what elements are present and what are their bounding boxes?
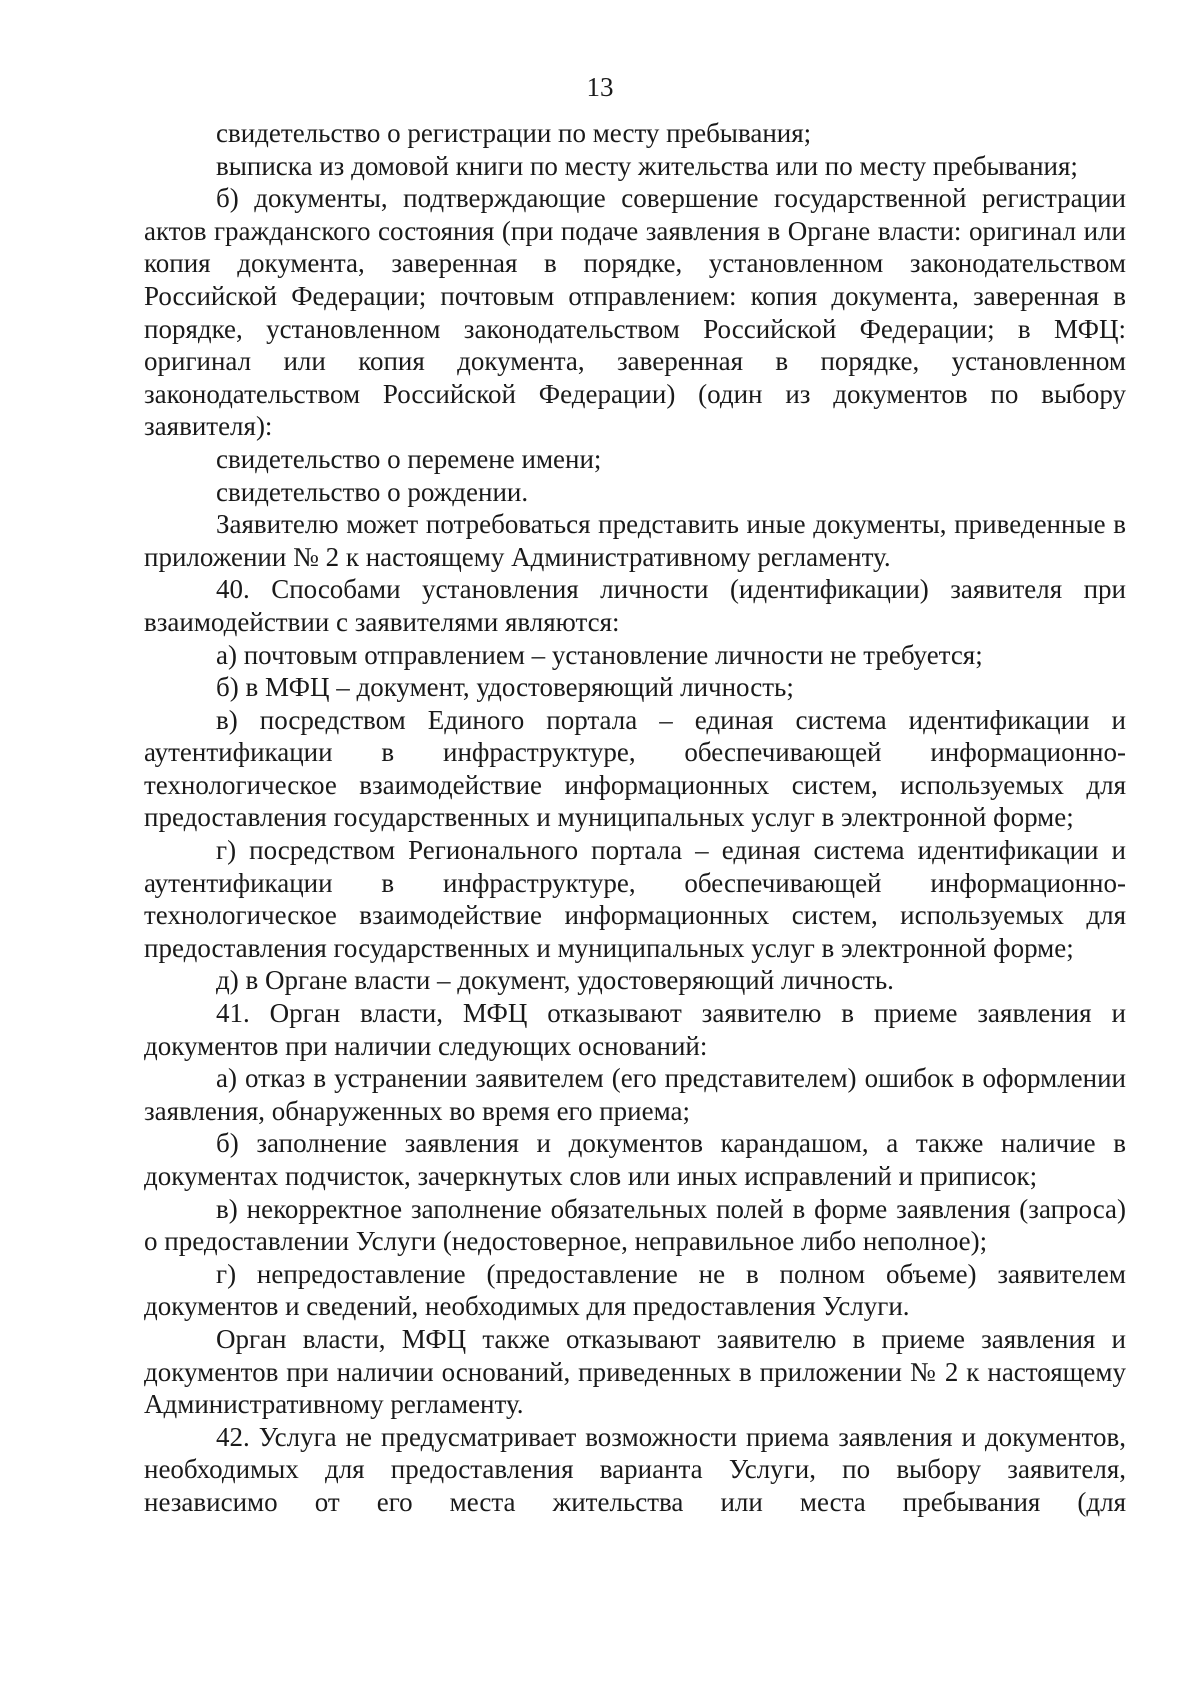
paragraph-item-41-v: в) некорректное заполнение обязательных полей в форме заявления (запроса) о предоставлении Услуги (недостоверное, неправильное либо неполное); xyxy=(144,1193,1126,1257)
paragraph-item-41-g: г) непредоставление (предоставление не в полном объеме) заявителем документов и сведений, необходимых для предоставления Услуги. xyxy=(144,1258,1126,1322)
paragraph-item-40-a: а) почтовым отправлением – установление личности не требуется; xyxy=(216,639,983,670)
page-number: 13 xyxy=(586,72,614,102)
paragraph-birth-certificate: свидетельство о рождении. xyxy=(216,476,529,507)
paragraph-item-40-v: в) посредством Единого портала – единая система идентификации и аутентификации в инфраструктуре, обеспечивающей информационно-технологическое взаимодействие информационных систем, используемых для предоставления государственных и муниципальных услуг в электронной форме; xyxy=(144,704,1126,833)
paragraph-other-documents: Заявителю может потребоваться представить иные документы, приведенные в приложении № 2 к настоящему Административному регламенту. xyxy=(144,509,1126,572)
paragraph-item-40-d: д) в Органе власти – документ, удостоверяющий личность. xyxy=(216,965,894,996)
paragraph-item-41-a: а) отказ в устранении заявителем (его представителем) ошибок в оформлении заявления, обнаруженных во время его приема; xyxy=(144,1063,1126,1126)
document-body xyxy=(144,117,1126,1519)
paragraph-item-41-additional: Орган власти, МФЦ также отказывают заявителю в приеме заявления и документов при наличии оснований, приведенных в приложении № 2 к настоящему Административному регламенту. xyxy=(144,1323,1126,1420)
paragraph-house-book-extract: выписка из домовой книги по месту жительства или по месту пребывания; xyxy=(216,150,1078,181)
paragraph-item-40-b: б) в МФЦ – документ, удостоверяющий личность; xyxy=(216,672,794,703)
paragraph-civil-status-documents: б) документы, подтверждающие совершение государственной регистрации актов гражданского состояния (при подаче заявления в Органе власти: оригинал или копия документа, заверенная в порядке, установленном законодательством Российской Федерации; почтовым отправлением: копия документа, заверенная в порядке, установленном законодательством Российской Федерации; в МФЦ: оригинал или копия документа, заверенная в порядке, установленном законодательством Российской Федерации) (один из документов по выбору заявителя): xyxy=(144,183,1126,442)
paragraph-item-40: 40. Способами установления личности (идентификации) заявителя при взаимодействии с заявителями являются: xyxy=(144,574,1126,637)
paragraph-name-change-certificate: свидетельство о перемене имени; xyxy=(216,443,602,474)
paragraph-registration-certificate: свидетельство о регистрации по месту пребывания; xyxy=(216,118,812,148)
paragraph-item-41-b: б) заполнение заявления и документов карандашом, а также наличие в документах подчисток, зачеркнутых слов или иных исправлений и приписок; xyxy=(144,1128,1126,1191)
paragraph-item-40-g: г) посредством Регионального портала – единая система идентификации и аутентификации в инфраструктуре, обеспечивающей информационно-технологическое взаимодействие информационных систем, используемых для предоставления государственных и муниципальных услуг в электронной форме; xyxy=(144,835,1126,963)
paragraph-item-42: 42. Услуга не предусматривает возможности приема заявления и документов, необходимых для предоставления варианта Услуги, по выбору заявителя, независимо от его места жительства или места пребывания (для xyxy=(144,1421,1126,1517)
paragraph-item-41: 41. Орган власти, МФЦ отказывают заявителю в приеме заявления и документов при наличии следующих оснований: xyxy=(144,998,1126,1061)
